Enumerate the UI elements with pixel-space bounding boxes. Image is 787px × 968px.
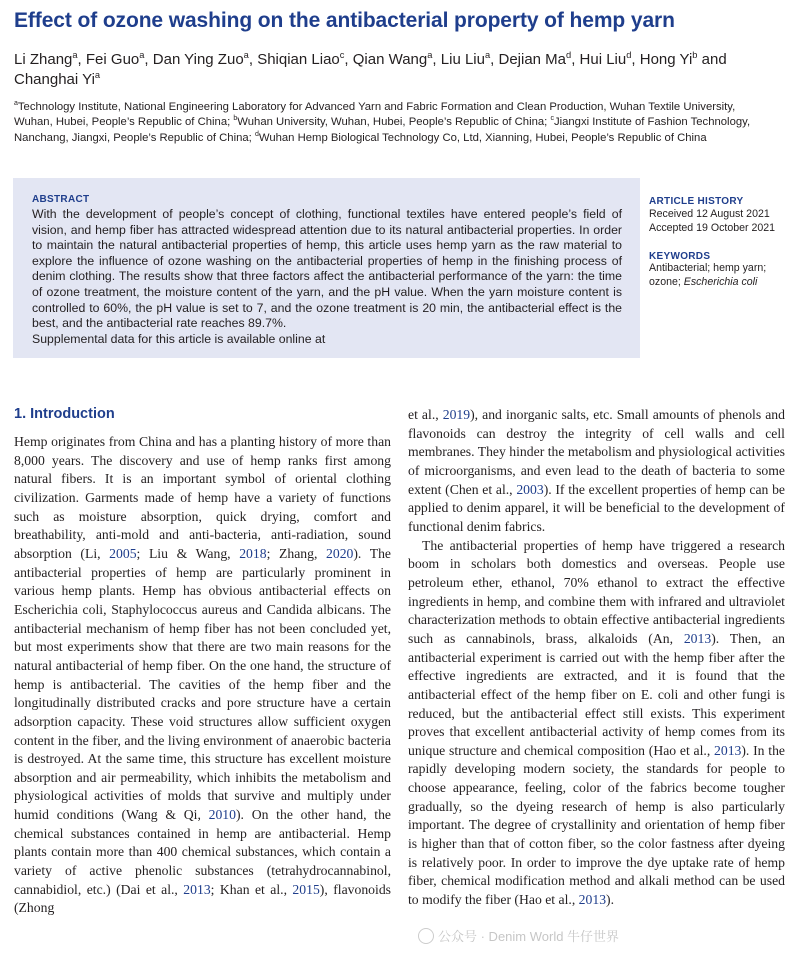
- received-date: Received 12 August 2021: [649, 208, 770, 220]
- text-run: ; Liu & Wang,: [136, 545, 240, 561]
- author-affiliation-mark: a: [243, 50, 249, 60]
- citation-link[interactable]: 2003: [516, 481, 544, 497]
- text-run: et al.,: [408, 407, 443, 422]
- author-name: Fei Guo: [85, 51, 140, 68]
- author-name: Changhai Yi: [14, 71, 95, 88]
- watermark: [418, 926, 619, 945]
- author-affiliation-mark: a: [72, 50, 78, 60]
- citation-link[interactable]: 2013: [578, 892, 607, 908]
- article-history: [649, 208, 784, 236]
- right-column: [408, 406, 785, 910]
- author-list: Li Zhang$^a$, Fei Guo$^a$, Dan Ying Zuo$^a$, Shiqian Liao$^c$, Qian Wang$^a$, Liu Liu$^a$, Dejian Ma$^d$, Hui Liu$^d$, Hong Yi$^b$ and Changhai Yi$^a$: [14, 50, 727, 88]
- paragraph: [14, 433, 391, 918]
- affiliation-mark: a: [14, 100, 18, 108]
- author-affiliation-mark: d: [626, 50, 632, 60]
- citation-link[interactable]: 2019: [442, 407, 471, 422]
- accepted-date: Accepted 19 October 2021: [649, 221, 776, 234]
- citation-link[interactable]: 2013: [714, 742, 742, 758]
- citation-link[interactable]: 2015: [292, 881, 320, 897]
- author-affiliation-mark: a: [94, 70, 101, 80]
- text-run: ), and inorganic salts, etc. Small amounts of phenols and flavonoids can destroy the integrity of cell walls and cell membranes. They hinder the metabolism and physiological activities of microorganisms, and even lead to the death of bacteria to some extent (Chen et al.,: [408, 407, 785, 497]
- text-run: ). Then, an antibacterial experiment is carried out with the hemp fiber after the effective ingredients are extracted, and it is found that the antibacterial effect of the hemp fiber on E. coli and other fungi is reduced, but the antibacterial effect still exists. This experiment proves that excellent antibacterial activity of hemp comes from its unique structure and chemical composition (Hao et al.,: [408, 630, 785, 758]
- supplemental-note: Supplemental data for this article is available online at: [32, 331, 326, 346]
- author-name: Hong Yi: [639, 51, 693, 68]
- author-name: Shiqian Liao: [257, 51, 340, 68]
- keyword-italic: Escherichia coli: [683, 275, 758, 288]
- citation-link[interactable]: 2005: [109, 545, 137, 561]
- watermark-logo-icon: [418, 928, 434, 944]
- abstract-heading: ABSTRACT: [32, 194, 90, 205]
- section-heading: 1. Introduction: [14, 406, 115, 422]
- author-name: Liu Liu: [440, 51, 485, 68]
- article-title: Effect of ozone washing on the antibacterial property of hemp yarn: [14, 9, 675, 32]
- author-name: Dan Ying Zuo: [152, 51, 244, 68]
- paragraph: [408, 537, 785, 910]
- watermark-text: 公众号 · Denim World 牛仔世界: [438, 929, 620, 944]
- author-name: Hui Liu: [579, 51, 627, 68]
- abstract-text: [32, 207, 622, 347]
- affiliation-mark: c: [550, 115, 554, 123]
- article-history-heading: ARTICLE HISTORY: [649, 196, 744, 207]
- text-run: ). If the excellent properties of hemp can be applied to denim apparel, it will be beneficial to the development of functional denim fabrics.: [408, 481, 785, 534]
- author-affiliation-mark: a: [427, 50, 433, 60]
- text-run: ).: [606, 892, 615, 908]
- text-run: Hemp originates from China and has a planting history of more than 8,000 years. The discovery and use of hemp ranks first among natural fibers. It is an important symbol of oriental clothing civilization. Garments made of hemp have a variety of functions such as moisture absorption, quick drying, comfort and breathability, anti-mold and anti-bacteria, anti-radiation, sound absorption (Li,: [14, 434, 391, 561]
- keywords-text: Antibacterial; hemp yarn; ozone;: [649, 262, 767, 288]
- keywords-heading: KEYWORDS: [649, 251, 711, 262]
- affiliations: [14, 100, 774, 146]
- text-run: ), flavonoids (Zhong: [14, 881, 391, 916]
- author-affiliation-mark: b: [692, 50, 698, 60]
- affiliation-text: Wuhan University, Wuhan, Hubei, People’s Republic of China;: [237, 116, 551, 129]
- affiliation-text: Wuhan Hemp Biological Technology Co, Ltd, Xianning, Hubei, People’s Republic of China: [258, 131, 707, 144]
- citation-link[interactable]: 2013: [683, 630, 712, 646]
- author-affiliation-mark: a: [139, 50, 145, 60]
- author-affiliation-mark: a: [484, 50, 491, 60]
- text-run: ; Khan et al.,: [210, 881, 293, 897]
- left-column: [14, 433, 391, 918]
- text-run: ). The antibacterial properties of hemp are particularly prominent in various hemp plants. Hemp has obvious antibacterial effects on Escherichia coli, Staphylococcus aureus and Candida albicans. The antibacterial mechanism of hemp fiber has not been concluded yet, but most experiments show that there are two main reasons for the natural antibacterial of hemp fiber. On the one hand, the structure of hemp is antibacterial. The cavities of the hemp fiber and the longitudinally distributed cracks and pore structure have a certain adsorption capacity. These void structures allow sufficient oxygen content in the fiber, and the living environment of anaerobic bacteria is destroyed. At the same time, this structure has excellent moisture absorption and air permeability, which inhibits the metabolism and physiological activities of molds that survive and multiply under humid conditions (Wang & Qi,: [14, 545, 391, 823]
- author-name: Dejian Ma: [498, 51, 567, 68]
- affiliation-text: Jiangxi Institute of Fashion Technology, Nanchang, Jiangxi, People’s Republic of China;: [14, 116, 751, 144]
- text-run: The antibacterial properties of hemp have triggered a research boom in scholars both domestics and overseas. People use petroleum ether, ethanol, 70% ethanol to extract the effective ingredients in hemp, and combine them with infrared and ultraviolet characterization methods to obtain effective antibacterial ingredients such as cannabinols, brass, alkaloids (An,: [408, 537, 785, 646]
- text-run: ). On the other hand, the chemical substances contained in hemp are antibacterial. Hemp plants contain more than 400 chemical substances, which contain a variety of active phenolic substances (tetrahydrocannabinol, cannabidiol, etc.) (Dai et al.,: [14, 807, 391, 897]
- author-affiliation-mark: d: [566, 50, 572, 60]
- keywords: [649, 262, 784, 290]
- affiliation-mark: d: [254, 130, 259, 138]
- abstract-body: With the development of people’s concept of clothing, functional textiles have entered people’s field of vision, and hemp fiber has attracted widespread attention due to its natural antibacterial properties. In order to maintain the natural antibacterial properties of hemp, this article uses hemp yarn as the raw material to explore the influence of ozone washing on the antibacterial properties of hemp in the finishing process of denim clothing. The results show that three factors affect the antibacterial performance of the yarn: the time of ozone treatment, the moisture content of the yarn, and the pH value. When the yarn moisture content is controlled to 60%, the pH value is set to 7, and the ozone treatment is 20 min, the antibacterial effect is the best, and the antibacterial rate reaches 89.7%.: [32, 207, 622, 331]
- citation-link[interactable]: 2010: [208, 807, 236, 823]
- citation-link[interactable]: 2018: [239, 545, 267, 561]
- affiliation-text: Technology Institute, National Engineering Laboratory for Advanced Yarn and Fabric Formation and Clean Production, Wuhan Textile University, Wuhan, Hubei, People’s Republic of China;: [14, 101, 736, 129]
- affiliation-mark: b: [233, 115, 238, 123]
- text-run: ). In the rapidly developing modern society, the standards for people to choose appearance, feeling, color of the fabrics become tougher gradually, so the dyeing research of hemp is also particularly important. The degree of crystallinity and orientation of hemp fiber is higher than that of cotton fiber, so the color fastness after dyeing is relatively poor. In order to improve the dye uptake rate of hemp fiber, chemical modification method and alkali method can be used to modify the fiber (Hao et al.,: [408, 742, 785, 908]
- paragraph: [408, 406, 785, 537]
- text-run: ; Zhang,: [266, 545, 326, 561]
- author-affiliation-mark: c: [339, 50, 345, 60]
- author-name: Li Zhang: [14, 51, 73, 68]
- citation-link[interactable]: 2020: [326, 545, 354, 561]
- citation-link[interactable]: 2013: [183, 881, 211, 897]
- author-name: Qian Wang: [352, 51, 428, 68]
